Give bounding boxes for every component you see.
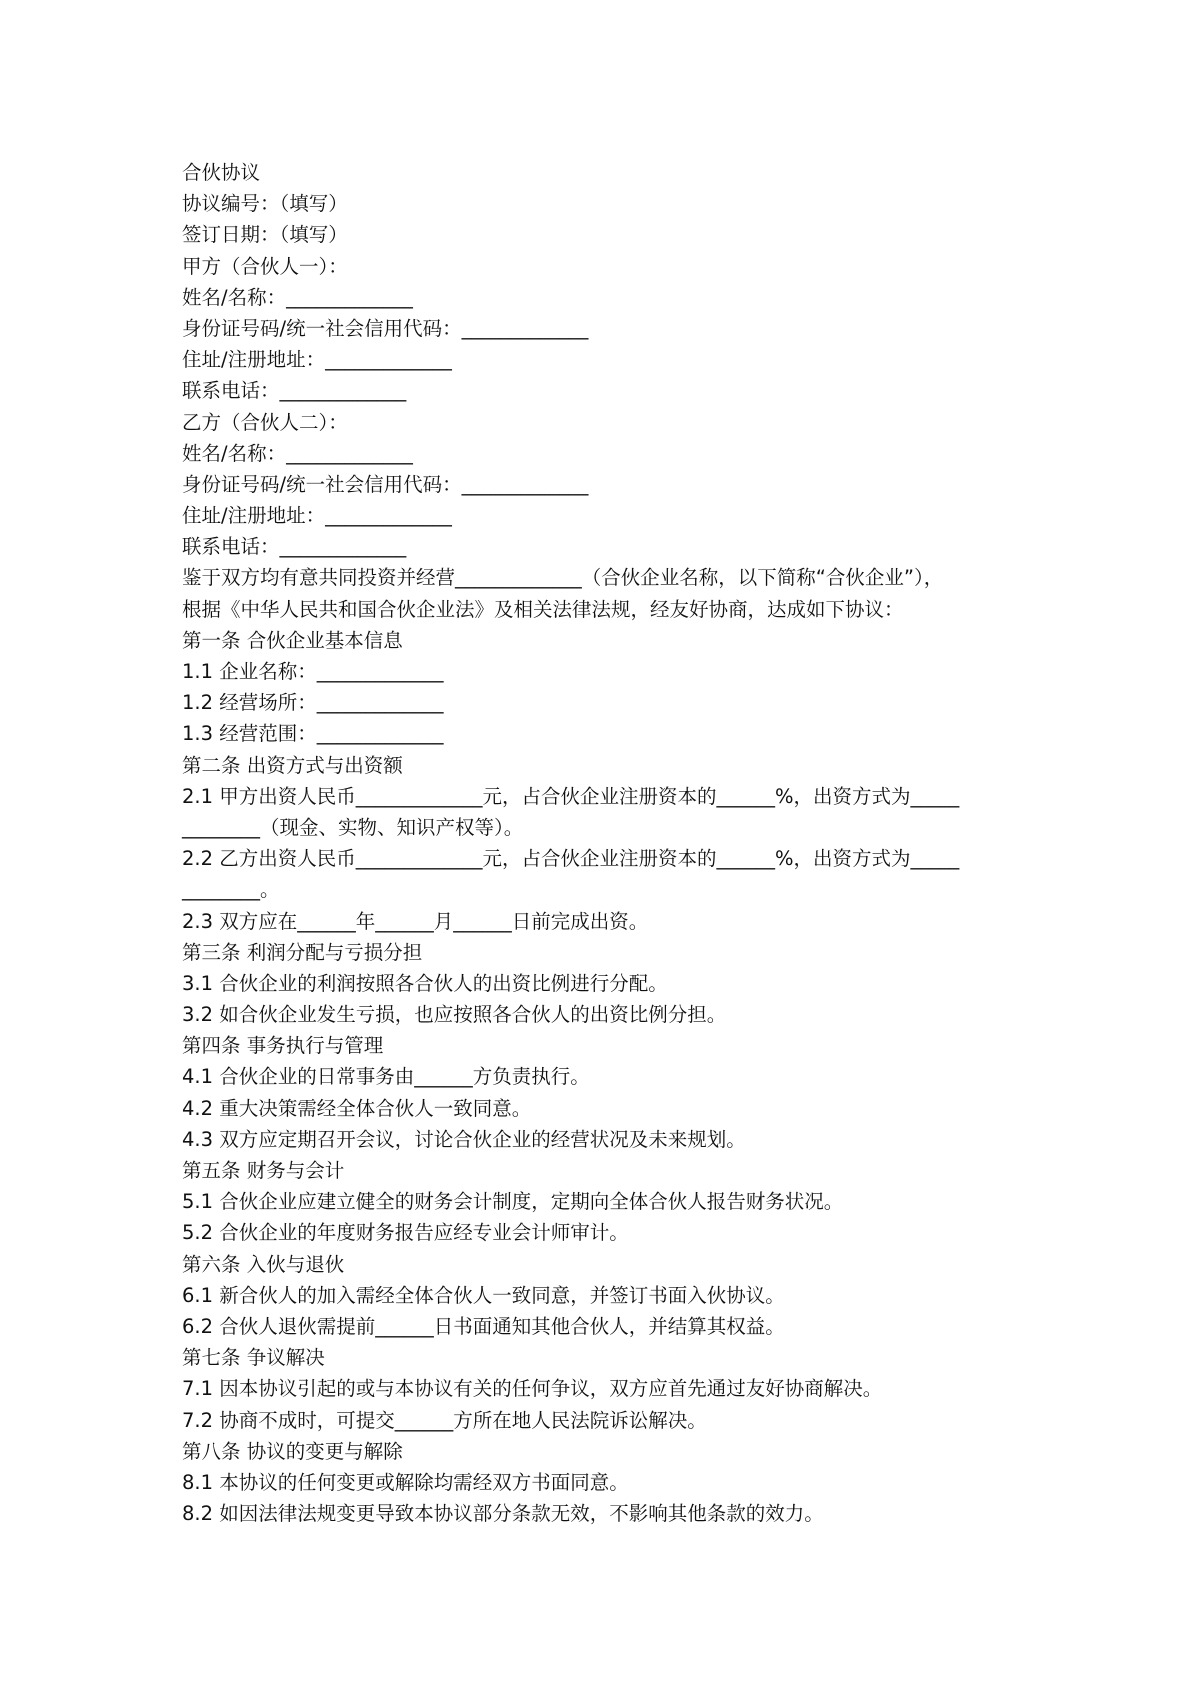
clause-line: 2.2 乙方出资人民币_____________元，占合伙企业注册资本的______%，出资方式为_____ (182, 847, 960, 871)
clause-line: 7.1 因本协议引起的或与本协议有关的任何争议，双方应首先通过友好协商解决。 (182, 1377, 883, 1401)
party-b-name-field: 姓名/名称：_____________ (182, 441, 413, 465)
article-8-heading: 第八条 协议的变更与解除 (182, 1439, 403, 1463)
agreement-number-field: 协议编号：（填写） (182, 192, 348, 216)
clause-line: ________。 (182, 878, 280, 902)
clause-line: 2.3 双方应在______年______月______日前完成出资。 (182, 909, 649, 933)
clause-line: 1.1 企业名称：_____________ (182, 660, 444, 683)
article-2-heading: 第二条 出资方式与出资额 (182, 753, 403, 777)
article-1-heading: 第一条 合伙企业基本信息 (182, 628, 403, 652)
clause-line: 1.3 经营范围：_____________ (182, 722, 444, 746)
clause-line: 8.2 如因法律法规变更导致本协议部分条款无效，不影响其他条款的效力。 (182, 1502, 824, 1526)
party-a-name-field: 姓名/名称：_____________ (182, 285, 413, 309)
clause-line: ________（现金、实物、知识产权等）。 (182, 815, 524, 839)
article-4-heading: 第四条 事务执行与管理 (182, 1034, 384, 1058)
document-title: 合伙协议 (182, 161, 261, 184)
article-6-heading: 第六条 入伙与退伙 (182, 1252, 345, 1276)
clause-line: 8.1 本协议的任何变更或解除均需经双方书面同意。 (182, 1470, 629, 1494)
party-b-heading: 乙方（合伙人二）： (182, 410, 348, 434)
party-a-phone-field: 联系电话：_____________ (182, 379, 407, 403)
article-7-heading: 第七条 争议解决 (182, 1346, 325, 1370)
document-body (182, 157, 1042, 1529)
clause-line: 4.1 合伙企业的日常事务由______方负责执行。 (182, 1065, 590, 1089)
party-a-id-field: 身份证号码/统一社会信用代码：_____________ (182, 316, 589, 340)
clause-line: 7.2 协商不成时，可提交______方所在地人民法院诉讼解决。 (182, 1408, 707, 1432)
clause-line: 5.1 合伙企业应建立健全的财务会计制度，定期向全体合伙人报告财务状况。 (182, 1190, 844, 1214)
clause-line: 3.2 如合伙企业发生亏损，也应按照各合伙人的出资比例分担。 (182, 1003, 727, 1027)
party-b-phone-field: 联系电话：_____________ (182, 535, 407, 559)
preamble-line: 根据《中华人民共和国合伙企业法》及相关法律法规，经友好协商，达成如下协议： (182, 597, 904, 621)
clause-line: 1.2 经营场所：_____________ (182, 691, 444, 715)
article-3-heading: 第三条 利润分配与亏损分担 (182, 940, 423, 964)
clause-line: 5.2 合伙企业的年度财务报告应经专业会计师审计。 (182, 1221, 629, 1245)
party-a-heading: 甲方（合伙人一）： (182, 254, 348, 278)
party-b-address-field: 住址/注册地址：_____________ (182, 504, 452, 528)
clause-line: 4.2 重大决策需经全体合伙人一致同意。 (182, 1096, 532, 1120)
clause-line: 6.2 合伙人退伙需提前______日书面通知其他合伙人，并结算其权益。 (182, 1314, 785, 1338)
signing-date-field: 签订日期：（填写） (182, 223, 348, 247)
party-a-address-field: 住址/注册地址：_____________ (182, 348, 452, 372)
party-b-id-field: 身份证号码/统一社会信用代码：_____________ (182, 472, 589, 496)
preamble-line: 鉴于双方均有意共同投资并经营_____________（合伙企业名称，以下简称“合伙企业”）， (182, 566, 944, 590)
clause-line: 2.1 甲方出资人民币_____________元，占合伙企业注册资本的______%，出资方式为_____ (182, 784, 960, 808)
article-5-heading: 第五条 财务与会计 (182, 1159, 345, 1182)
clause-line: 3.1 合伙企业的利润按照各合伙人的出资比例进行分配。 (182, 971, 668, 995)
clause-line: 6.1 新合伙人的加入需经全体合伙人一致同意，并签订书面入伙协议。 (182, 1283, 785, 1307)
clause-line: 4.3 双方应定期召开会议，讨论合伙企业的经营状况及未来规划。 (182, 1127, 746, 1151)
